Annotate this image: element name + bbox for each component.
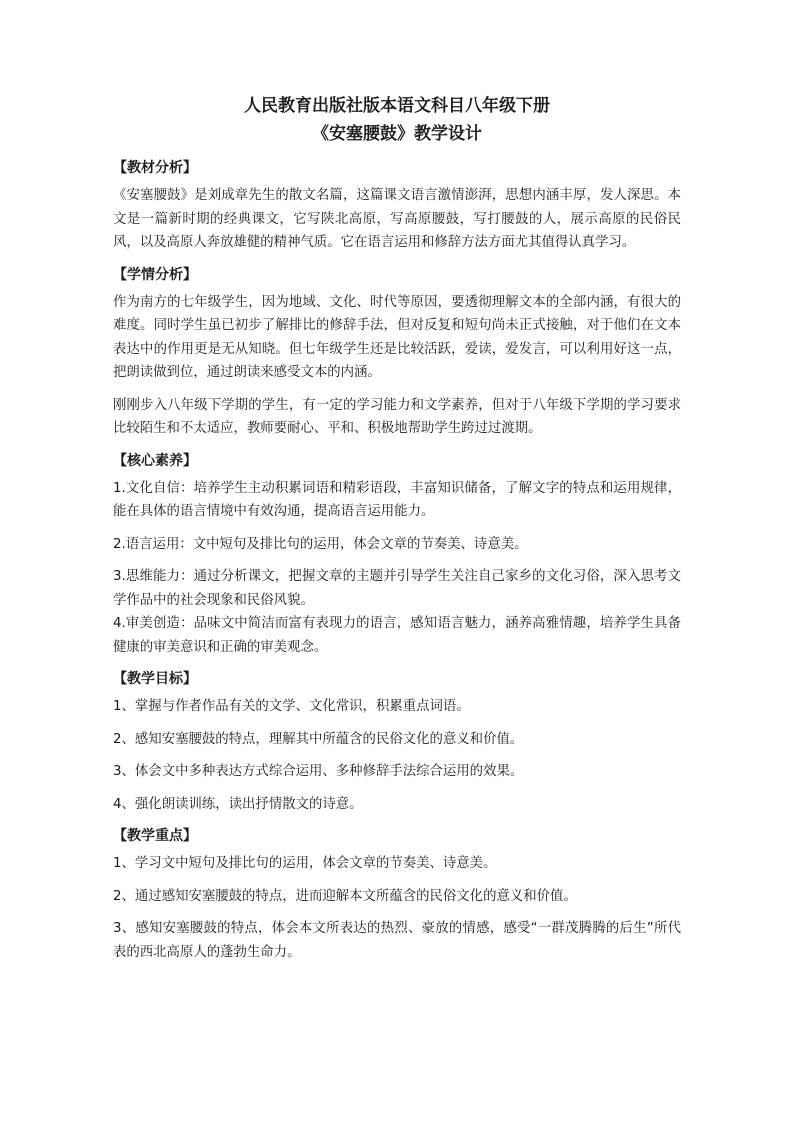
section-textbook-analysis (113, 158, 681, 255)
doc-title-line1: 人民教育出版社版本语文科目八年级下册 (244, 96, 550, 116)
section-teaching-focus (113, 826, 681, 964)
doc-title-line2: 《安塞腰鼓》教学设计 (312, 124, 482, 144)
section-core-literacy (113, 451, 681, 660)
section-heading: 【学情分析】 (113, 266, 197, 283)
paragraph: 刚刚步入八年级下学期的学生，有一定的学习能力和文学素养，但对于八年级下学期的学习要求比较陌生和不太适应，教师要耐心、平和、积极地帮助学生跨过过渡期。 (113, 397, 681, 436)
paragraph: 3、感知安塞腰鼓的特点，体会本文所表达的热烈、豪放的情感，感受“一群茂腾腾的后生”所代表的西北高原人的蓬勃生命力。 (113, 921, 681, 960)
section-heading: 【教学目标】 (113, 671, 197, 687)
section-heading: 【核心素养】 (113, 452, 197, 469)
section-heading: 【教学重点】 (113, 828, 197, 844)
paragraph: 3.思维能力：通过分析课文，把握文章的主题并引导学生关注自己家乡的文化习俗，深入思考文学作品中的社会现象和民俗风貌。 (113, 569, 681, 608)
document-body (113, 92, 681, 973)
paragraph: 作为南方的七年级学生，因为地域、文化、时代等原因，要透彻理解文本的全部内涵，有很大的难度。同时学生虽已初步了解排比的修辞手法，但对反复和短句尚未正式接触，对于他们在文本表达中的作用更是无从知晓。但七年级学生还是比较活跃，爱读，爱发言，可以利用好这一点，把朗读做到位，通过朗读来感受文本的内涵。 (113, 294, 681, 380)
paragraph: 《安塞腰鼓》是刘成章先生的散文名篇，这篇课文语言激情澎湃，思想内涵丰厚，发人深思。本文是一篇新时期的经典课文，它写陕北高原，写高原腰鼓，写打腰鼓的人，展示高原的民俗民风，以及高原人奔放雄健的精神气质。它在语言运用和修辞方法方面尤其值得认真学习。 (113, 188, 681, 250)
paragraph: 1、掌握与作者作品有关的文学、文化常识，积累重点词语。 (113, 699, 470, 714)
paragraph: 1.文化自信：培养学生主动积累词语和精彩语段，丰富知识储备，了解文字的特点和运用规律，能在具体的语言情境中有效沟通，提高语言运用能力。 (113, 480, 681, 519)
paragraph: 4、强化朗读训练，读出抒情散文的诗意。 (113, 796, 363, 812)
paragraph: 3、体会文中多种表达方式综合运用、多种修辞手法综合运用的效果。 (113, 764, 524, 779)
paragraph: 2.语言运用：文中短句及排比句的运用，体会文章的节奏美、诗意美。 (113, 536, 528, 552)
paragraph: 2、感知安塞腰鼓的特点，理解其中所蕴含的民俗文化的意义和价值。 (113, 731, 524, 747)
section-student-analysis (113, 265, 681, 441)
paragraph: 1、学习文中短句及排比句的运用，体会文章的节奏美、诗意美。 (113, 856, 497, 871)
paragraph: 2、通过感知安塞腰鼓的特点，进而迎解本文所蕴含的民俗文化的意义和价值。 (113, 888, 577, 904)
paragraph: 4.审美创造：品味文中简洁而富有表现力的语言，感知语言魅力，涵养高雅情趣，培养学生具备健康的审美意识和正确的审美观念。 (113, 616, 681, 655)
section-teaching-goals (113, 669, 681, 816)
section-heading: 【教材分析】 (113, 160, 197, 176)
